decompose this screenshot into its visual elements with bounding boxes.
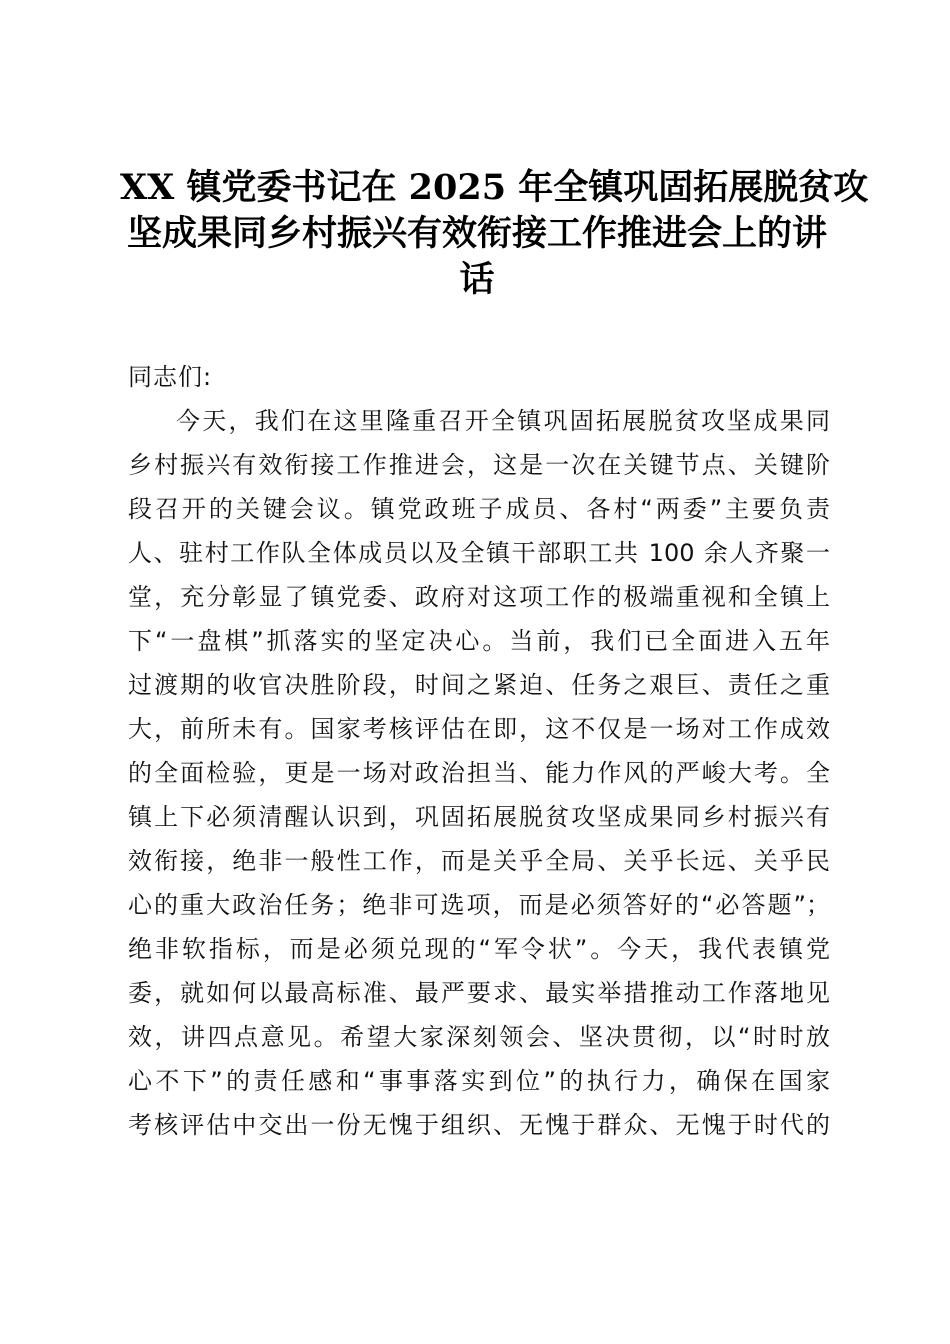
paragraph [128,399,830,1147]
title-line: 坚成果同乡村振兴有效衔接工作推进会上的讲 [126,213,827,254]
text-line: 乡村振兴有效衔接工作推进会，这是一次在关键节点、关键阶 [128,451,830,479]
title-line: XX 镇党委书记在 2025 年全镇巩固拓展脱贫攻 [120,167,869,208]
text-line: 考核评估中交出一份无愧于组织、无愧于群众、无愧于时代的 [128,1111,830,1139]
text-line: 的全面检验，更是一场对政治担当、能力作风的严峻大考。全 [128,759,830,787]
title-line: 话 [459,259,495,300]
text-line: 下“一盘棋”抓落实的坚定决心。当前，我们已全面进入五年 [128,627,830,655]
speech-body [128,355,830,1147]
text-line: 段召开的关键会议。镇党政班子成员、各村“两委”主要负责 [128,495,830,523]
text-line: 镇上下必须清醒认识到，巩固拓展脱贫攻坚成果同乡村振兴有 [128,803,830,831]
text-line: 大，前所未有。国家考核评估在即，这不仅是一场对工作成效 [128,715,830,743]
salutation: 同志们: [128,363,213,391]
text-line: 委，就如何以最高标准、最严要求、最实举措推动工作落地见 [128,979,830,1007]
text-line: 心的重大政治任务；绝非可选项，而是必须答好的“必答题”； [128,891,830,919]
text-line: 今天，我们在这里隆重召开全镇巩固拓展脱贫攻坚成果同 [176,407,830,435]
text-line: 堂，充分彰显了镇党委、政府对这项工作的极端重视和全镇上 [128,583,830,611]
text-line: 人、驻村工作队全体成员以及全镇干部职工共 100 余人齐聚一 [128,539,830,567]
text-line: 效衔接，绝非一般性工作，而是关乎全局、关乎长远、关乎民 [128,847,830,875]
document-title [120,165,869,303]
text-line: 绝非软指标，而是必须兑现的“军令状”。今天，我代表镇党 [128,935,830,963]
text-line: 心不下”的责任感和“事事落实到位”的执行力，确保在国家 [128,1067,830,1095]
text-line: 过渡期的收官决胜阶段，时间之紧迫、任务之艰巨、责任之重 [128,671,830,699]
text-line: 效，讲四点意见。希望大家深刻领会、坚决贯彻，以“时时放 [128,1023,830,1051]
